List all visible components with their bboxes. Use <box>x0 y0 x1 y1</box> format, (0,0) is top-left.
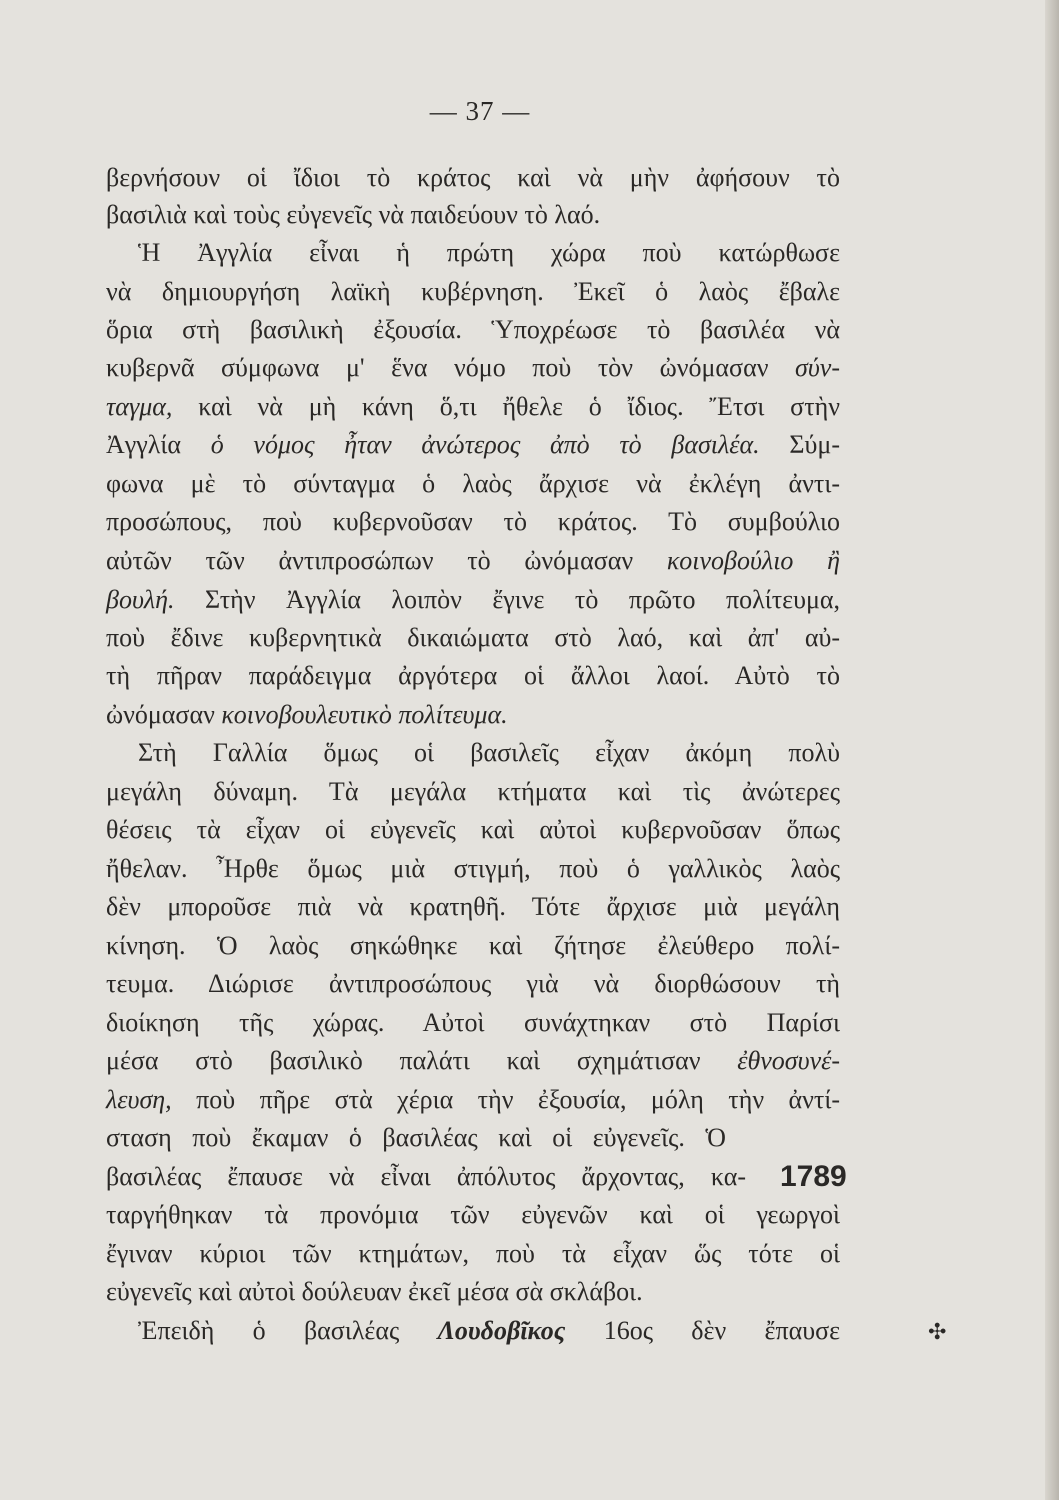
text-line: ὅρια στὴ βασιλικὴ ἐξουσία. Ὑποχρέωσε τὸ βασιλέα νὰ <box>106 315 840 344</box>
italic-term: ταγμα, <box>106 392 173 421</box>
italic-term: σύν- <box>795 353 840 382</box>
text-line <box>106 544 840 578</box>
paragraph-start-line <box>138 1314 840 1348</box>
margin-year-note: 1789 <box>780 1160 847 1193</box>
text-line: νὰ δημιουργήση λαϊκὴ κυβέρνηση. Ἐκεῖ ὁ λαὸς ἔβαλε <box>106 277 840 306</box>
text-line: ἤθελαν. Ἦρθε ὅμως μιὰ στιγμή, ποὺ ὁ γαλλικὸς λαὸς <box>106 854 840 883</box>
paragraph-start-line: Ἡ Ἀγγλία εἶναι ἡ πρώτη χώρα ποὺ κατώρθωσε <box>138 238 840 267</box>
text-segment: Ἀγγλία <box>106 430 181 459</box>
text-line: διοίκηση τῆς χώρας. Αὐτοὶ συνάχτηκαν στὸ Παρίσι <box>106 1008 840 1037</box>
page-number: — 37 — <box>429 96 531 126</box>
text-line: μεγάλη δύναμη. Τὰ μεγάλα κτήματα καὶ τὶς ἀνώτερες <box>106 777 840 806</box>
text-segment: Σύμ- <box>789 430 841 459</box>
text-segment: ποὺ πῆρε στὰ χέρια τὴν ἐξουσία, μόλη τὴν ἀντί- <box>196 1085 841 1114</box>
text-segment: κυβερνᾶ σύμφωνα μ' ἕνα νόμο ποὺ τὸν ὠνόμασαν <box>106 353 769 382</box>
text-line: ποὺ ἔδινε κυβερνητικὰ δικαιώματα στὸ λαό, καὶ ἀπ' αὐ- <box>106 623 840 652</box>
text-line <box>106 583 840 617</box>
text-line: προσώπους, ποὺ κυβερνοῦσαν τὸ κράτος. Τὸ συμβούλιο <box>106 507 840 536</box>
page-spine-edge <box>1045 0 1059 1500</box>
text-segment: καὶ νὰ μὴ κάνη ὅ,τι ἤθελε ὁ ἴδιος. Ἔτσι στὴν <box>198 392 841 421</box>
text-line <box>106 1083 840 1117</box>
text-segment: Στὴν Ἀγγλία λοιπὸν ἔγινε τὸ πρῶτο πολίτευμα, <box>205 585 841 614</box>
text-line: κίνηση. Ὁ λαὸς σηκώθηκε καὶ ζήτησε ἐλεύθερο πολί- <box>106 931 840 960</box>
text-line: ταργήθηκαν τὰ προνόμια τῶν εὐγενῶν καὶ οἱ γεωργοὶ <box>106 1200 840 1229</box>
text-line: δὲν μποροῦσε πιὰ νὰ κρατηθῆ. Τότε ἄρχισε μιὰ μεγάλη <box>106 892 840 921</box>
text-line: σταση ποὺ ἔκαμαν ὁ βασιλέας καὶ οἱ εὐγενεῖς. Ὁ <box>106 1123 726 1152</box>
italic-term: ἐθνοσυνέ- <box>737 1046 841 1075</box>
italic-term: κοινοβούλιο ἢ <box>666 546 840 575</box>
text-line: βερνήσουν οἱ ἴδιοι τὸ κράτος καὶ νὰ μὴν ἀφήσουν τὸ <box>106 163 840 192</box>
italic-term: λευση, <box>106 1085 172 1114</box>
text-segment: Ἐπειδὴ ὁ βασιλέας <box>138 1316 400 1345</box>
paragraph-start-line: Στὴ Γαλλία ὅμως οἱ βασιλεῖς εἶχαν ἀκόμη πολὺ <box>138 738 840 767</box>
text-line <box>106 428 840 462</box>
text-line: εὐγενεῖς καὶ αὐτοὶ δούλευαν ἐκεῖ μέσα σὰ σκλάβοι. <box>106 1277 643 1306</box>
text-segment: ὠνόμασαν <box>106 700 215 729</box>
ornament-mark: ✣ <box>928 1320 947 1345</box>
text-segment: 16ος δὲν ἔπαυσε <box>603 1316 841 1345</box>
text-line: βασιλέας ἔπαυσε νὰ εἶναι ἀπόλυτος ἄρχοντας, κα- <box>106 1162 746 1191</box>
text-segment: αὐτῶν τῶν ἀντιπροσώπων τὸ ὠνόμασαν <box>106 546 634 575</box>
text-line <box>106 1044 840 1078</box>
text-line <box>106 390 840 424</box>
italic-phrase: ὁ νόμος ἦταν ἀνώτερος ἀπὸ τὸ βασιλέα. <box>210 430 760 459</box>
italic-term: κοινοβουλευτικὸ πολίτευμα. <box>221 700 508 729</box>
text-line: τευμα. Διώρισε ἀντιπροσώπους γιὰ νὰ διορθώσουν τὴ <box>106 969 840 998</box>
text-line: ἔγιναν κύριοι τῶν κτημάτων, ποὺ τὰ εἶχαν ὥς τότε οἱ <box>106 1239 840 1268</box>
text-line <box>106 698 840 732</box>
bold-name: Λουδοβῖκος <box>437 1316 566 1345</box>
italic-term: βουλή. <box>106 585 175 614</box>
text-segment: μέσα στὸ βασιλικὸ παλάτι καὶ σχημάτισαν <box>106 1046 701 1075</box>
text-line: φωνα μὲ τὸ σύνταγμα ὁ λαὸς ἄρχισε νὰ ἐκλέγη ἀντι- <box>106 469 840 498</box>
text-line <box>106 351 840 385</box>
text-line: θέσεις τὰ εἶχαν οἱ εὐγενεῖς καὶ αὐτοὶ κυβερνοῦσαν ὅπως <box>106 815 840 844</box>
text-line: τὴ πῆραν παράδειγμα ἀργότερα οἱ ἄλλοι λαοί. Αὐτὸ τὸ <box>106 661 840 690</box>
text-line: βασιλιὰ καὶ τοὺς εὐγενεῖς νὰ παιδεύουν τὸ λαό. <box>106 200 601 229</box>
